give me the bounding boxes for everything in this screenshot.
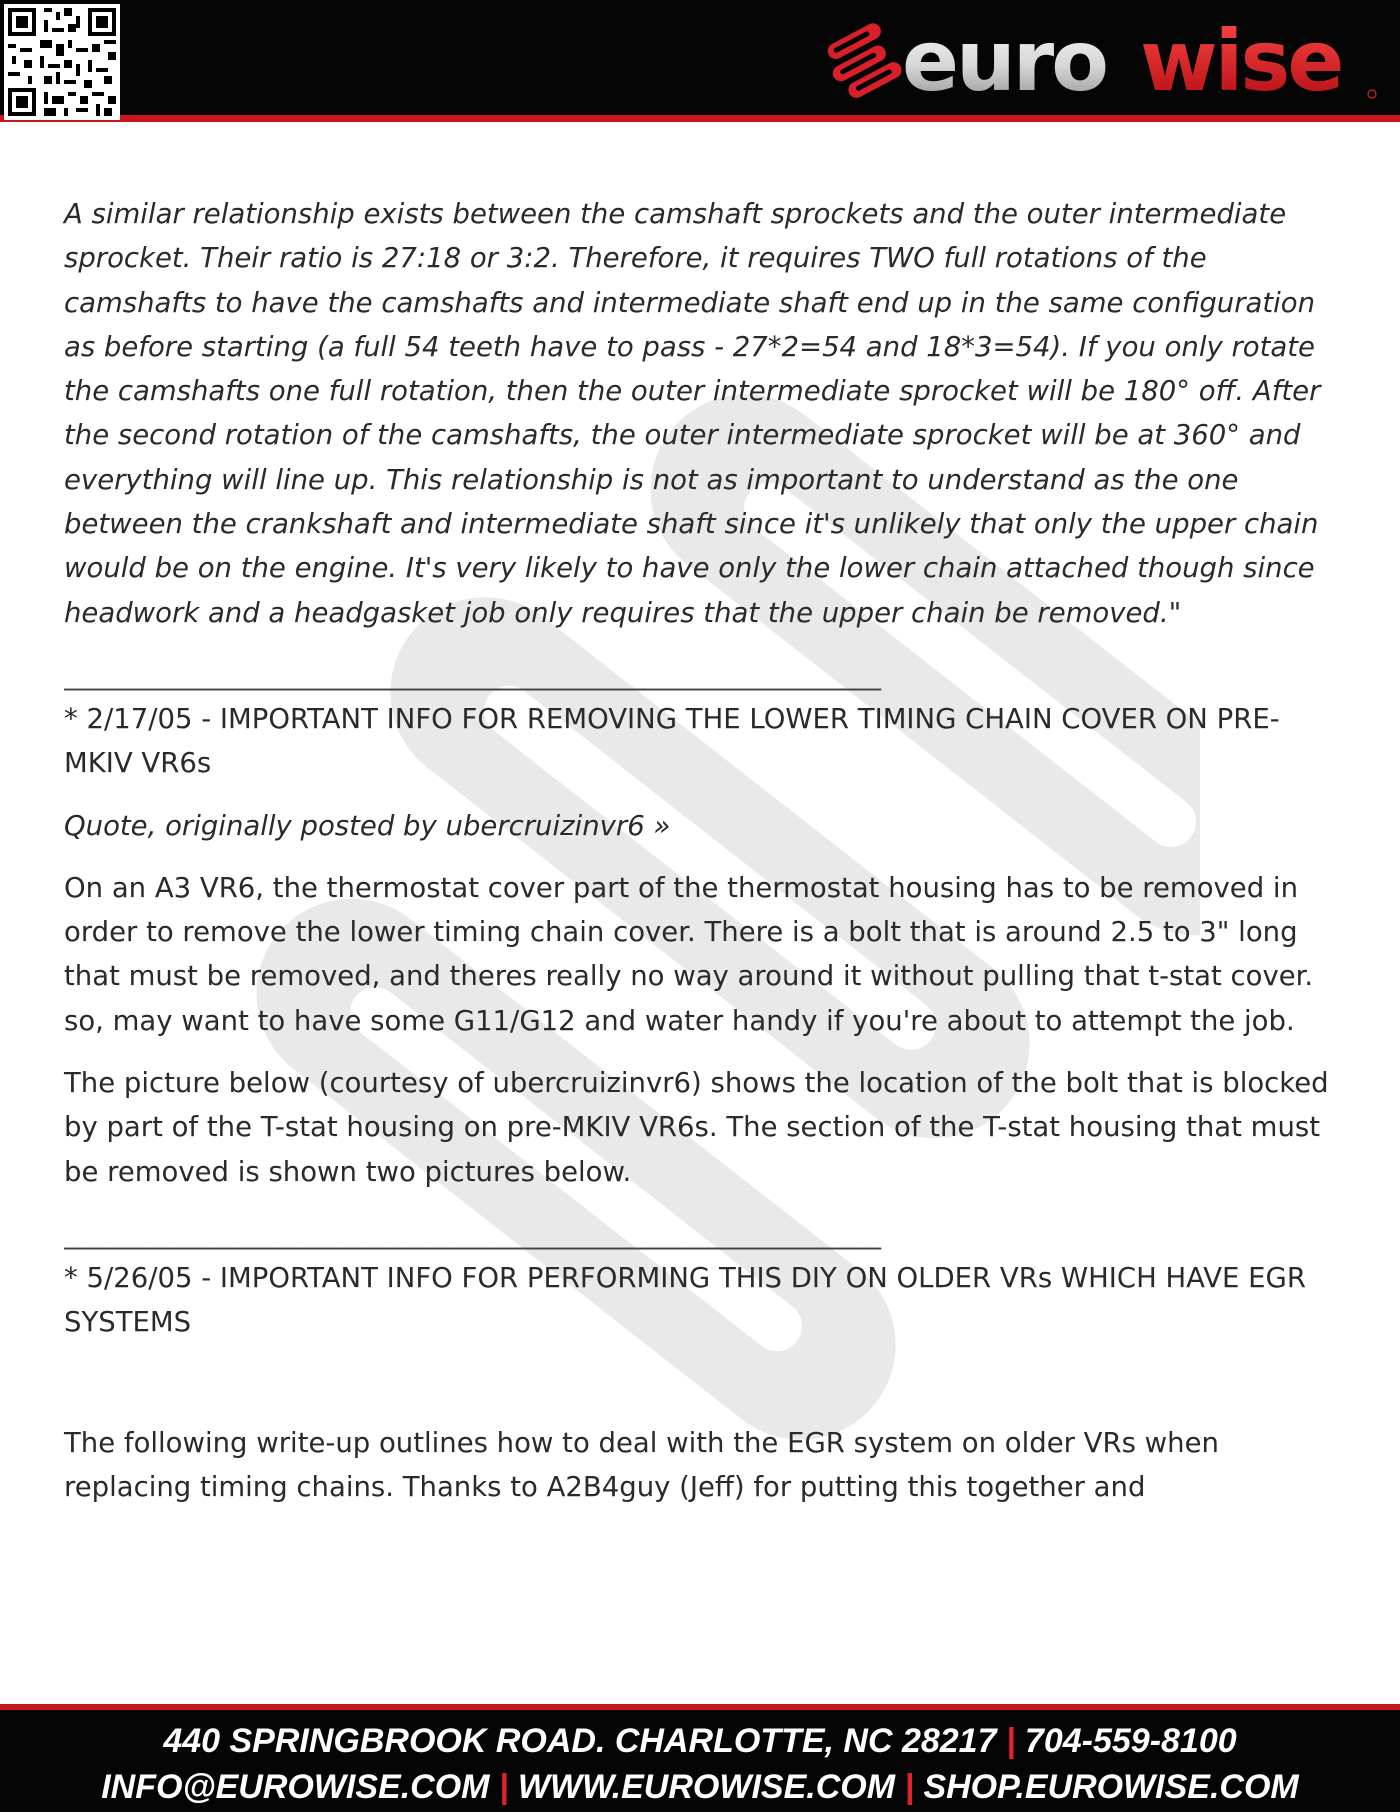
footer-website: WWW.EUROWISE.COM [517, 1768, 896, 1806]
paragraph-thermostat-cover: On an A3 VR6, the thermostat cover part of the thermostat housing has to be removed in order to remove the lower timing chain cover. There is a bolt that is around 2.5 to 3" long that must be removed, and theres really no way around it without pulling that t-stat cover. so, may want to have some G11/G12 and water handy if you're about to attempt the job. [64, 871, 1314, 1037]
footer-phone: 704-559-8100 [1024, 1722, 1237, 1760]
eurowise-logo [822, 14, 1382, 110]
svg-text:euro: euro [902, 14, 1106, 110]
footer-separator: | [1005, 1722, 1016, 1760]
logo-swirl-icon [822, 20, 904, 103]
quoted-paragraph: A similar relationship exists between the camshaft sprockets and the outer intermediate sprocket. Their ratio is 27:18 or 3:2. Therefore, it requires TWO full rotations of the camshafts to have the camshafts and intermediate shaft end up in the same configuration as before starting (a full 54 teeth have to pass - 27*2=54 and 18*3=54). If you only rotate the camshafts one full rotation, then the outer intermediate sprocket will be 180° off. After the second rotation of the camshafts, the outer intermediate sprocket will be at 360° and everything will line up. This relationship is not as important to understand as the one between the crankshaft and intermediate shaft since it's unlikely that only the upper chain would be on the engine. It's very likely to have only the lower chain attached though since headwork and a headgasket job only requires that the upper chain be removed." [64, 198, 1321, 629]
footer-line-web [0, 1764, 1400, 1810]
footer-email: INFO@EUROWISE.COM [101, 1768, 490, 1806]
footer-address: 440 SPRINGBROOK ROAD. CHARLOTTE, NC 28217 [163, 1722, 997, 1760]
quote-attribution: Quote, originally posted by ubercruizinvr6 » [64, 809, 671, 842]
footer-line-address [0, 1718, 1400, 1764]
footer-separator: | [904, 1768, 914, 1806]
page-footer [0, 1704, 1400, 1812]
paragraph-egr-writeup: The following write-up outlines how to deal with the EGR system on older VRs when replacing timing chains. Thanks to A2B4guy (Jeff) for putting this together and [64, 1426, 1219, 1503]
paragraph-picture-below: The picture below (courtesy of ubercruizinvr6) shows the location of the bolt that is blocked by part of the T-stat housing on pre-MKIV VR6s. The section of the T-stat housing that must be removed is shown two pictures below. [64, 1067, 1329, 1188]
divider-rule: ________________________________________________________________ [64, 658, 880, 691]
document-body [64, 192, 1344, 1509]
svg-text:wise: wise [1140, 14, 1342, 110]
footer-separator: | [498, 1768, 509, 1806]
section-heading-egr: * 5/26/05 - IMPORTANT INFO FOR PERFORMING THIS DIY ON OLDER VRs WHICH HAVE EGR SYSTEMS [64, 1261, 1306, 1339]
divider-rule: ________________________________________________________________ [64, 1217, 880, 1250]
qr-code-icon [4, 4, 120, 120]
section-heading-lower-cover: * 2/17/05 - IMPORTANT INFO FOR REMOVING THE LOWER TIMING CHAIN COVER ON PRE-MKIV VR6s [64, 702, 1280, 780]
footer-shop: SHOP.EUROWISE.COM [923, 1768, 1299, 1806]
page-header [0, 0, 1400, 122]
